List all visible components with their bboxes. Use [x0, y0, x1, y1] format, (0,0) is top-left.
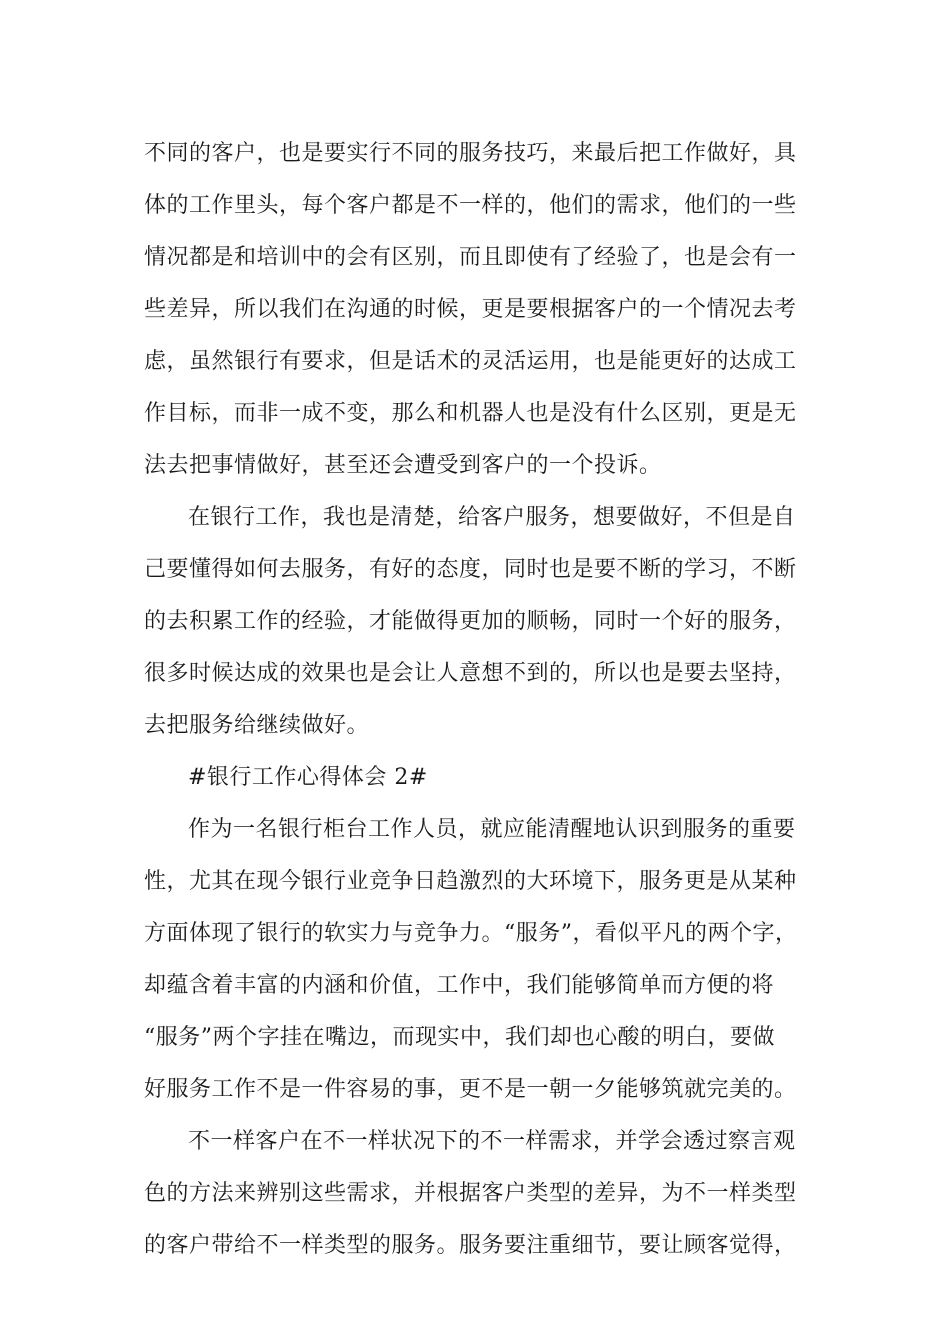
text-line: 情况都是和培训中的会有区别，而且即使有了经验了，也是会有一 [144, 245, 797, 270]
text-line: 好服务工作不是一件容易的事，更不是一朝一夕能够筑就完美的。 [144, 1077, 797, 1102]
text-line: 的客户带给不一样类型的服务。服务要注重细节，要让顾客觉得， [144, 1233, 797, 1258]
text-line: 些差异，所以我们在沟通的时候，更是要根据客户的一个情况去考 [144, 297, 797, 322]
text-line: “服务”两个字挂在嘴边，而现实中，我们却也心酸的明白，要做 [144, 1025, 775, 1050]
text-line: 的去积累工作的经验，才能做得更加的顺畅，同时一个好的服务， [144, 609, 797, 634]
text-line: 去把服务给继续做好。 [144, 713, 370, 738]
text-line: 作为一名银行柜台工作人员，就应能清醒地认识到服务的重要 [188, 817, 796, 842]
text-line: 虑，虽然银行有要求，但是话术的灵活运用，也是能更好的达成工 [144, 349, 797, 374]
text-line: 体的工作里头，每个客户都是不一样的，他们的需求，他们的一些 [144, 193, 797, 218]
text-line: 法去把事情做好，甚至还会遭受到客户的一个投诉。 [144, 453, 662, 478]
text-line: 己要懂得如何去服务，有好的态度，同时也是要不断的学习，不断 [144, 557, 797, 582]
text-line: 在银行工作，我也是清楚，给客户服务，想要做好，不但是自 [188, 505, 796, 530]
section-heading: #银行工作心得体会 2# [188, 765, 428, 790]
text-line: 不同的客户，也是要实行不同的服务技巧，来最后把工作做好，具 [144, 141, 797, 166]
text-line: 作目标，而非一成不变，那么和机器人也是没有什么区别，更是无 [144, 401, 797, 426]
text-line: 方面体现了银行的软实力与竞争力。“服务”，看似平凡的两个字， [144, 921, 798, 946]
text-line: 色的方法来辨别这些需求，并根据客户类型的差异，为不一样类型 [144, 1181, 797, 1206]
document-body [144, 128, 820, 1272]
text-line: 性，尤其在现今银行业竞争日趋激烈的大环境下，服务更是从某种 [144, 869, 797, 894]
text-line: 很多时候达成的效果也是会让人意想不到的，所以也是要去坚持， [144, 661, 797, 686]
text-line: 却蕴含着丰富的内涵和价值，工作中，我们能够简单而方便的将 [144, 973, 775, 998]
text-line: 不一样客户在不一样状况下的不一样需求，并学会透过察言观 [188, 1129, 796, 1154]
